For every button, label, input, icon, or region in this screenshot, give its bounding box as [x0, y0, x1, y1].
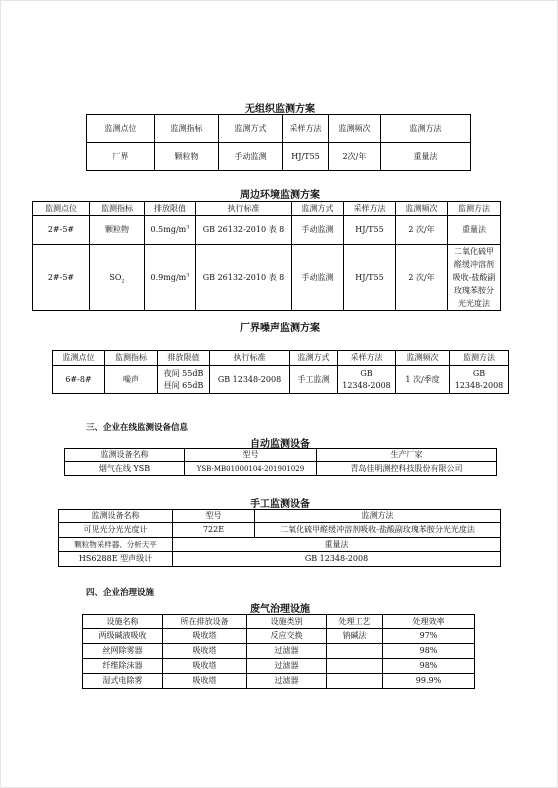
header-cell: 监测点位 [87, 115, 155, 143]
sampling-line: 12348-2008 [342, 380, 391, 390]
table-cell: 2 次/年 [396, 216, 448, 245]
table-cell: 噪声 [105, 366, 158, 394]
header-cell: 执行标准 [210, 351, 290, 366]
indicator-cell: $SO_2$ [90, 245, 145, 311]
header-cell: 监测方式 [290, 351, 338, 366]
table-cell: HJ/T55 [283, 143, 329, 171]
table-cell: HJ/T55 [344, 216, 396, 245]
header-cell: 排放限值 [145, 202, 196, 216]
header-cell: 型号 [173, 510, 255, 523]
table-cell: YSB-MB01000104-201901029 [185, 462, 317, 476]
header-cell: 执行标准 [196, 202, 292, 216]
unorganized-table [86, 114, 471, 171]
table-cell: 1 次/季度 [396, 366, 450, 394]
table-cell: 钠碱法 [327, 629, 383, 644]
limit-cell: $0.5mg/m^3$ [145, 216, 196, 245]
header-cell: 监测方式 [292, 202, 344, 216]
header-cell: 生产厂家 [317, 449, 497, 462]
noise-title: 厂界噪声监测方案 [240, 323, 320, 334]
method-line: GB [472, 368, 486, 378]
table-cell: 烟气在线 YSB [65, 462, 185, 476]
table-cell: 颗粒物 [155, 143, 219, 171]
header-cell: 监测方法 [450, 351, 509, 366]
auto-title: 自动监测设备 [250, 439, 310, 450]
header-cell: 监测点位 [53, 351, 105, 366]
table-cell: 丝网除雾器 [83, 644, 163, 659]
gas-title: 废气治理设施 [250, 604, 310, 615]
table-cell: 98% [383, 644, 475, 659]
table-cell: 颗粒物采样器、分析天平 [59, 538, 173, 552]
header-cell: 设施类别 [247, 615, 327, 629]
table-cell: 可见光分光光度计 [59, 523, 173, 538]
header-cell: 监测方法 [381, 115, 471, 143]
environment-table [32, 201, 501, 311]
header-cell: 监测频次 [396, 202, 448, 216]
table-cell: 吸收塔 [163, 674, 247, 689]
table-cell: HJ/T55 [344, 245, 396, 311]
sampling-line: GB [360, 368, 373, 378]
header-cell: 监测设备名称 [65, 449, 185, 462]
method-cell [450, 366, 509, 394]
unorganized-title: 无组织监测方案 [245, 104, 315, 115]
header-cell: 采样方法 [283, 115, 329, 143]
limit-cell: $0.9mg/m^3$ [145, 245, 196, 311]
table-cell: 重量法 [448, 216, 501, 245]
table-cell: 湿式电除雾 [83, 674, 163, 689]
method-line: 12348-2008 [454, 380, 504, 390]
header-cell: 监测指标 [155, 115, 219, 143]
table-cell [327, 644, 383, 659]
table-cell: 厂界 [87, 143, 155, 171]
table-cell: 2#-5# [33, 245, 90, 311]
table-cell: 2次/年 [329, 143, 381, 171]
header-cell: 监测指标 [105, 351, 158, 366]
header-cell: 监测方式 [219, 115, 283, 143]
table-cell: 二氧化硫甲醛缓冲溶剂吸收-盐酸副玫瑰苯胺分光光度法 [255, 523, 501, 538]
manual-equipment-table [58, 509, 501, 567]
header-cell: 采样方法 [344, 202, 396, 216]
table-cell: 722E [173, 523, 255, 538]
table-row [83, 644, 475, 659]
table-cell: 手动监测 [292, 245, 344, 311]
environment-title: 周边环境监测方案 [240, 190, 320, 201]
table-cell: 颗粒物 [90, 216, 145, 245]
header-cell: 处理工艺 [327, 615, 383, 629]
table-cell: 99.9% [383, 674, 475, 689]
table-cell: 2#-5# [33, 216, 90, 245]
table-cell: 过滤器 [247, 674, 327, 689]
sampling-cell [338, 366, 396, 394]
limit-night: 夜间 55dB [163, 368, 204, 378]
table-row [33, 216, 501, 245]
table-cell: 98% [383, 659, 475, 674]
table-row [59, 523, 501, 538]
table-cell [327, 674, 383, 689]
table-cell: GB 12348-2008 [173, 552, 501, 567]
header-cell: 采样方法 [338, 351, 396, 366]
table-cell: 重量法 [173, 538, 501, 552]
table-cell: 手工监测 [290, 366, 338, 394]
table-row [33, 245, 501, 311]
table-row [83, 659, 475, 674]
table-cell: 两级碱液吸收 [83, 629, 163, 644]
table-cell: GB 12348-2008 [210, 366, 290, 394]
table-cell: 过滤器 [247, 659, 327, 674]
header-cell: 处理效率 [383, 615, 475, 629]
table-row [59, 538, 501, 552]
table-cell: 重量法 [381, 143, 471, 171]
header-cell: 设施名称 [83, 615, 163, 629]
table-cell: 纤维除沫器 [83, 659, 163, 674]
header-cell: 监测设备名称 [59, 510, 173, 523]
section4-heading: 四、企业治理设施 [86, 588, 155, 598]
limit-day: 昼间 65dB [163, 380, 204, 390]
table-row [65, 462, 497, 476]
table-cell: 6#-8# [53, 366, 105, 394]
table-row [83, 629, 475, 644]
table-row [83, 674, 475, 689]
table-cell: 反应交换 [247, 629, 327, 644]
table-cell: GB 26132-2010 表 8 [196, 216, 292, 245]
table-cell: 手动监测 [219, 143, 283, 171]
table-cell: 吸收塔 [163, 629, 247, 644]
section3-heading: 三、企业在线监测设备信息 [86, 423, 189, 433]
header-cell: 监测方法 [448, 202, 501, 216]
table-cell: 97% [383, 629, 475, 644]
table-cell: 过滤器 [247, 644, 327, 659]
header-cell: 型号 [185, 449, 317, 462]
table-cell: 手动监测 [292, 216, 344, 245]
limit-cell [158, 366, 210, 394]
table-cell: 青岛佳明测控科技股份有限公司 [317, 462, 497, 476]
header-cell: 监测指标 [90, 202, 145, 216]
header-cell: 所在排放设备 [163, 615, 247, 629]
header-cell: 排放限值 [158, 351, 210, 366]
table-row [53, 366, 509, 394]
table-cell: GB 26132-2010 表 8 [196, 245, 292, 311]
table-cell: HS6288E 型声级计 [59, 552, 173, 567]
header-cell: 监测频次 [396, 351, 450, 366]
auto-equipment-table [64, 448, 497, 476]
table-cell: 吸收塔 [163, 659, 247, 674]
header-cell: 监测方法 [255, 510, 501, 523]
header-cell: 监测点位 [33, 202, 90, 216]
noise-table [52, 350, 509, 394]
table-cell: 二氧化硫甲醛缓冲溶剂吸收-盐酸副玫瑰苯胺分光光度法 [448, 245, 501, 311]
table-row [59, 552, 501, 567]
manual-title: 手工监测设备 [250, 499, 310, 510]
gas-facilities-table [82, 614, 475, 689]
table-cell [327, 659, 383, 674]
table-cell: 2 次/年 [396, 245, 448, 311]
table-cell: 吸收塔 [163, 644, 247, 659]
header-cell: 监测频次 [329, 115, 381, 143]
